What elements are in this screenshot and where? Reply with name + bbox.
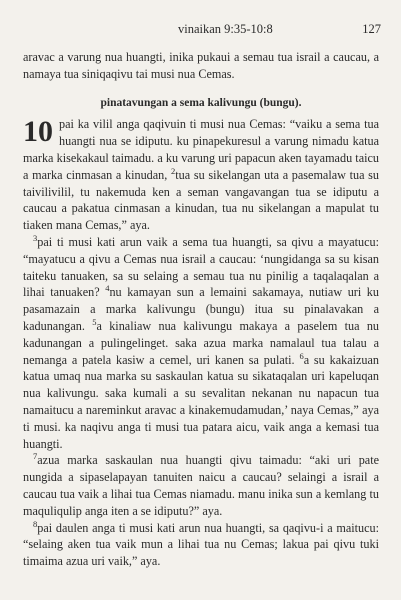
verse-3: pai ti musi kati arun vaik a sema tua huangti, sa qivu a mayatucu: “mayatucu a qivu a Cemas nua israil a caucau: ‘nungidanga sa su kisan taiteku tanuaken, sa su selaing a semau tua nu pinilig a taqalaqalan a lihai tanuaken? [23, 234, 379, 300]
verse-paragraph-3: $^3$pai ti musi kati arun vaik a sema tua huangti, sa qivu a mayatucu: “mayatucu a qivu a Cemas nua israil a caucau: ‘nungidanga sa su kisan taiteku tanuaken, sa su selaing a semau tua nu pinilig a taqalaqalan a lihai tanuaken? $^4$nu kamayan sun a lemaini sakamaya, nutiaw uri ku pasamazain a marka kalivungu (bungu) itua su pinalavakan a kadunangan. $^5$a kinaliaw nua kalivungu makaya a paselem tua nu kadunangan a pulingelinget. saka azua marka namalaul tua talau a nemanga a patela kasiw a cemel, uri kanen sa pulati. $^6$a su kakaizuan katua umaq nua marka su saskaulan katua su sikataqalan uri kapeluqan nua kalivungu. saka kumali a su sevalitan nekanan nu napacun tua namaitucu a nareminkut aravac a kinakemudamudan,’ naya Cemas,” aya ti musi. ka naqivu anga ti musi tua patara aicu, vaik anga a kemasi tua huangti. [23, 232, 380, 451]
body-text [23, 49, 379, 570]
section-heading: pinatavungan a sema kalivungu (bungu). [100, 96, 302, 109]
running-title: vinaikan 9:35-10:8 [178, 22, 273, 36]
verse-8: pai daulen anga ti musi kati arun nua huangti, sa qaqivu-i a maitucu: “selaing aken tua vaik mun a lihai tua nu Cemas; lakua pai qivu tuki timaima azua uri vaik,” aya. [23, 520, 379, 569]
verse-4: nu kamayan sun a lemaini sakamaya, nutiaw uri ku pasamazain a marka kalivungu (bungu) itua su pinalavakan a kadunangan. [23, 285, 379, 333]
verse-7: azua marka saskaulan nua huangti qivu taimadu: “aki uri pate nungida a sipaselapayan tanuiten naicu a caucau? selaingi a israil a caucau tua vaik a lihai tua Cemas niamadu. manu inika sun a kemlang tu maquliqulip anga iten a se idiputu?” aya. [23, 453, 379, 518]
chapter-number: 10 [23, 115, 53, 149]
verse-paragraph-7: $^7$azua marka saskaulan nua huangti qivu taimadu: “aki uri pate nungida a sipaselapayan tanuiten naicu a caucau? selaingi a israil a caucau tua vaik a lihai tua Cemas niamadu. manu inika sun a kemlang tu maquliqulip anga iten a se idiputu?” aya. [23, 451, 379, 518]
intro-paragraph: aravac a varung nua huangti, inika pukaui a semau tua israil a caucau, a namaya tua siniqaqivu tai musi nua Cemas. [23, 50, 379, 81]
chapter-paragraph: 10 pai ka vilil anga qaqivuin ti musi nua Cemas: “vaiku a sema tua huangti nua se idiputu. ku pinapekuresul a varung nimadu katua marka kisekakaul taimadu. a ku varung uri papacun aken tayamadu taicu a marka cinmasan a kinudan, $^2$tua su sikelangan uta a pasemalaw tua su taivilivilil, tu nakemuda ken a seman vangavangan tua se idiputu a caucau a pakatua cinmasan a kinudan, tua nu sikelangan a mapulat tu tiaken mana Cemas,” aya. [23, 115, 380, 233]
verse-6: a su kakaizuan katua umaq nua marka su saskaulan katua su sikataqalan uri kapeluqan nua kalivungu. saka kumali a su sevalitan nekanan nu napacun tua namaitucu a nareminkut aravac a kinakemudamudan,’ naya Cemas,” aya ti musi. ka naqivu anga ti musi tua patara aicu, vaik anga a kemasi tua huangti. [23, 352, 380, 451]
running-header [0, 22, 401, 38]
verse-2: tua su sikelangan uta a pasemalaw tua su taivilivilil, tu nakemuda ken a seman vangavangan tua se idiputu a caucau a pakatua cinmasan a kinudan, tua nu sikelangan a mapulat tu tiaken mana Cemas,” aya. [23, 167, 380, 233]
verse-paragraph-8: $^8$pai daulen anga ti musi kati arun nua huangti, sa qaqivu-i a maitucu: “selaing aken tua vaik mun a lihai tua nu Cemas; lakua pai qivu tuki timaima azua uri vaik,” aya. [23, 518, 379, 569]
page-number: 127 [362, 22, 381, 36]
verse-1: pai ka vilil anga qaqivuin ti musi nua Cemas: “vaiku a sema tua huangti nua se idiputu. ku pinapekuresul a varung nimadu katua marka kisekakaul taimadu. a ku varung uri papacun aken tayamadu taicu a marka cinmasan a kinudan, [23, 117, 379, 182]
verse-5: a kinaliaw nua kalivungu makaya a paselem tua nu kadunangan a pulingelinget. saka azua marka namalaul tua talau a nemanga a patela kasiw a cemel, uri kanen sa pulati. [23, 318, 380, 367]
